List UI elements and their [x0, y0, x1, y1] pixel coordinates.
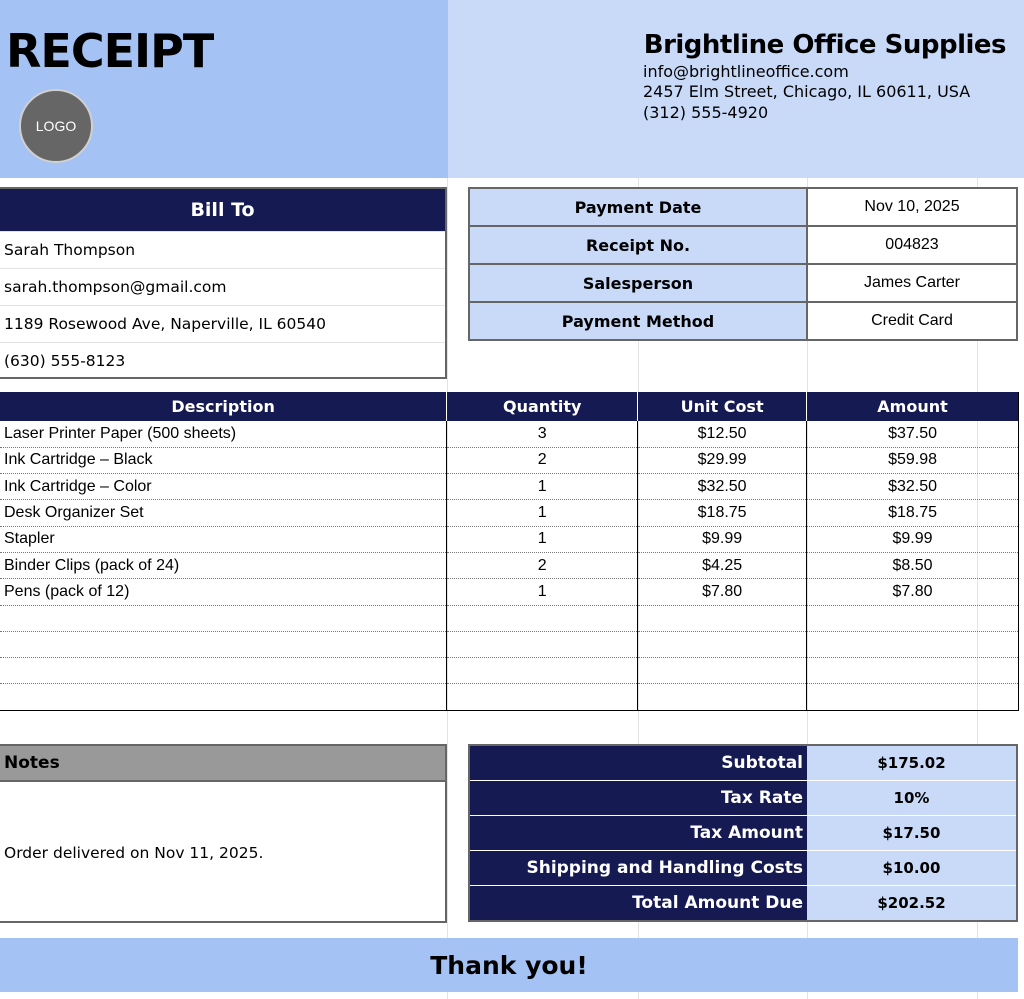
payment-info-row-receipt-no [469, 226, 1017, 264]
item-description [0, 631, 447, 657]
table-row [0, 631, 1019, 657]
item-amount: $18.75 [807, 500, 1019, 526]
item-quantity: 2 [447, 447, 638, 473]
item-amount: $7.80 [807, 579, 1019, 605]
table-row [0, 421, 1019, 447]
item-amount [807, 605, 1019, 631]
item-description: Binder Clips (pack of 24) [0, 552, 447, 578]
column-header-unit-cost: Unit Cost [638, 392, 807, 421]
thank-you-banner: Thank you! [0, 938, 1018, 992]
table-row [0, 684, 1019, 710]
table-row [0, 447, 1019, 473]
item-description [0, 605, 447, 631]
table-row [0, 579, 1019, 605]
company-phone: (312) 555-4920 [643, 103, 769, 122]
item-unit-cost: $18.75 [638, 500, 807, 526]
payment-info-table [468, 187, 1018, 341]
item-unit-cost: $32.50 [638, 474, 807, 500]
totals-row-tax-rate [469, 780, 1017, 815]
company-email: info@brightlineoffice.com [643, 62, 849, 81]
totals-value: $10.00 [807, 851, 1017, 886]
totals-value: $202.52 [807, 886, 1017, 921]
column-header-amount: Amount [807, 392, 1019, 421]
item-amount: $8.50 [807, 552, 1019, 578]
logo-placeholder: LOGO [19, 89, 93, 163]
item-description: Desk Organizer Set [0, 500, 447, 526]
item-quantity [447, 605, 638, 631]
item-unit-cost [638, 658, 807, 684]
item-amount [807, 658, 1019, 684]
payment-info-row-salesperson [469, 264, 1017, 302]
table-row [0, 605, 1019, 631]
totals-label: Subtotal [469, 745, 807, 780]
payment-info-row-payment-method [469, 302, 1017, 340]
totals-label: Shipping and Handling Costs [469, 851, 807, 886]
item-quantity [447, 631, 638, 657]
payment-info-value: Nov 10, 2025 [807, 188, 1017, 226]
payment-info-label: Receipt No. [469, 226, 807, 264]
column-header-quantity: Quantity [447, 392, 638, 421]
payment-info-label: Payment Date [469, 188, 807, 226]
payment-info-label: Payment Method [469, 302, 807, 340]
item-description: Ink Cartridge – Black [0, 447, 447, 473]
totals-label: Tax Amount [469, 815, 807, 850]
item-description: Pens (pack of 12) [0, 579, 447, 605]
totals-label: Tax Rate [469, 780, 807, 815]
item-amount: $32.50 [807, 474, 1019, 500]
item-quantity [447, 684, 638, 710]
notes-heading: Notes [0, 746, 445, 782]
item-unit-cost: $12.50 [638, 421, 807, 447]
item-description: Ink Cartridge – Color [0, 474, 447, 500]
totals-value: $17.50 [807, 815, 1017, 850]
item-description: Stapler [0, 526, 447, 552]
item-unit-cost [638, 631, 807, 657]
item-unit-cost [638, 684, 807, 710]
bill-to-address: 1189 Rosewood Ave, Naperville, IL 60540 [0, 305, 445, 342]
item-amount: $9.99 [807, 526, 1019, 552]
payment-info-value: Credit Card [807, 302, 1017, 340]
table-row [0, 658, 1019, 684]
table-row [0, 526, 1019, 552]
item-amount [807, 631, 1019, 657]
totals-table [468, 744, 1018, 922]
notes-section [0, 744, 447, 923]
item-quantity: 1 [447, 474, 638, 500]
notes-text: Order delivered on Nov 11, 2025. [4, 844, 264, 862]
totals-row-shipping-and-handling-costs [469, 851, 1017, 886]
item-amount [807, 684, 1019, 710]
item-unit-cost: $7.80 [638, 579, 807, 605]
totals-row-tax-amount [469, 815, 1017, 850]
items-header-row [0, 392, 1019, 421]
table-row [0, 474, 1019, 500]
bill-to-name: Sarah Thompson [0, 231, 445, 268]
header-left-panel [0, 0, 448, 178]
item-quantity: 1 [447, 526, 638, 552]
payment-info-label: Salesperson [469, 264, 807, 302]
receipt-title: RECEIPT [6, 24, 214, 78]
bill-to-section [0, 187, 447, 379]
item-description [0, 658, 447, 684]
item-unit-cost: $9.99 [638, 526, 807, 552]
item-amount: $37.50 [807, 421, 1019, 447]
table-row [0, 500, 1019, 526]
item-unit-cost: $29.99 [638, 447, 807, 473]
totals-value: 10% [807, 780, 1017, 815]
payment-info-value: James Carter [807, 264, 1017, 302]
item-quantity: 1 [447, 500, 638, 526]
item-quantity [447, 658, 638, 684]
item-description [0, 684, 447, 710]
bill-to-email: sarah.thompson@gmail.com [0, 268, 445, 305]
item-quantity: 1 [447, 579, 638, 605]
bill-to-phone: (630) 555-8123 [0, 342, 445, 379]
company-address: 2457 Elm Street, Chicago, IL 60611, USA [643, 82, 971, 101]
item-unit-cost: $4.25 [638, 552, 807, 578]
totals-label: Total Amount Due [469, 886, 807, 921]
table-row [0, 552, 1019, 578]
items-table [0, 392, 1019, 711]
item-quantity: 3 [447, 421, 638, 447]
bill-to-heading: Bill To [0, 189, 445, 231]
company-name: Brightline Office Supplies [643, 30, 1006, 60]
item-quantity: 2 [447, 552, 638, 578]
totals-value: $175.02 [807, 745, 1017, 780]
totals-row-total-amount-due [469, 886, 1017, 921]
payment-info-row-payment-date [469, 188, 1017, 226]
payment-info-value: 004823 [807, 226, 1017, 264]
item-unit-cost [638, 605, 807, 631]
item-amount: $59.98 [807, 447, 1019, 473]
column-header-description: Description [0, 392, 447, 421]
item-description: Laser Printer Paper (500 sheets) [0, 421, 447, 447]
totals-row-subtotal [469, 745, 1017, 780]
